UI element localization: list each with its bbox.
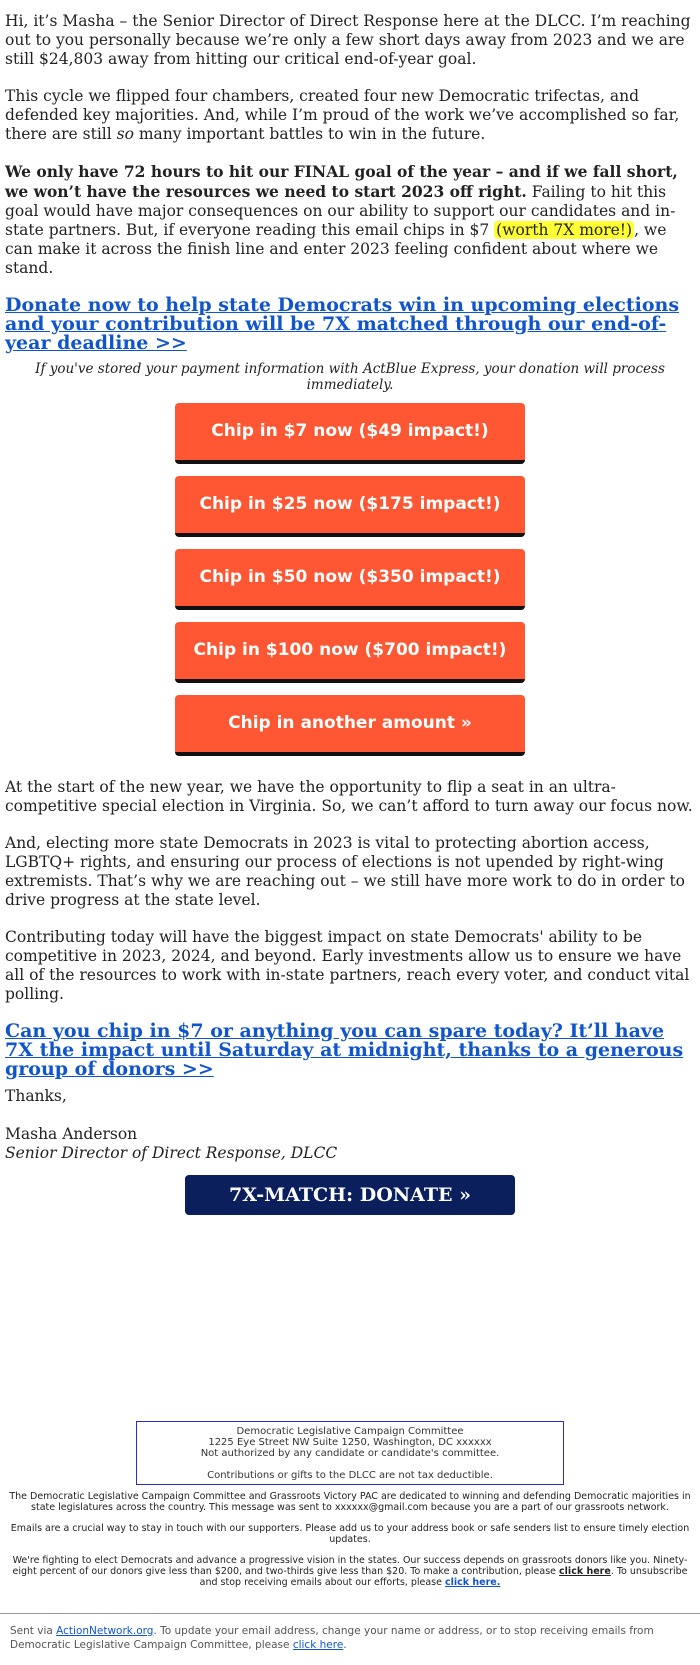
contribute-click-here-link[interactable]: click here <box>559 1566 611 1577</box>
body-paragraph-virginia: At the start of the new year, we have the opportunity to flip a seat in an ultra-competitive special election in Virginia. So, we can’t afford to turn away our focus now. <box>5 778 693 815</box>
tax-notice: Contributions or gifts to the DLCC are not tax deductible. <box>207 1470 493 1481</box>
donate-link-bottom[interactable]: Can you chip in $7 or anything you can spare today? It’ll have 7X the impact until Saturday at midnight, thanks to a generous group of donors >> <box>5 1020 684 1080</box>
actionnetwork-link[interactable]: ActionNetwork.org <box>56 1625 154 1637</box>
chip-in-25-button[interactable]: Chip in $25 now ($175 impact!) <box>175 476 525 537</box>
signature-title: Senior Director of Direct Response, DLCC <box>5 1144 338 1162</box>
chip-in-100-wrap <box>175 622 525 683</box>
sent-via-start: Sent via <box>10 1625 57 1637</box>
intro-paragraph-2-emphasis: so <box>116 125 134 143</box>
email-footer <box>0 1421 700 1652</box>
intro-paragraph-2-start: This cycle we flipped four chambers, created four new Democratic trifectas, and defended key majorities. And, while I’m proud of the work we’ve accomplished so far, there are still <box>5 87 680 143</box>
org-name: Democratic Legislative Campaign Committee <box>236 1426 464 1437</box>
chip-in-other-amount-button[interactable]: Chip in another amount » <box>175 695 525 756</box>
donate-button-wrap <box>185 1175 515 1215</box>
match-donate-button[interactable]: 7X-MATCH: DONATE » <box>185 1175 515 1215</box>
address-box <box>136 1421 564 1485</box>
footer-address-book-text: Emails are a crucial way to stay in touch with our supporters. Please add us to your address book or safe senders list to ensure timely election updates. <box>10 1523 690 1545</box>
body-paragraph-impact: Contributing today will have the biggest impact on state Democrats' ability to be competitive in 2023, 2024, and beyond. Early investments allow us to ensure we have all of the resources to work with in-state partners, reach every voter, and conduct vital polling. <box>5 928 690 1003</box>
chip-in-50-wrap <box>175 549 525 610</box>
chip-in-7-button[interactable]: Chip in $7 now ($49 impact!) <box>175 403 525 464</box>
actblue-express-note: If you've stored your payment information with ActBlue Express, your donation will process immediately. <box>35 361 665 393</box>
intro-paragraph-2 <box>5 87 695 144</box>
intro-paragraph-1: Hi, it’s Masha – the Senior Director of Direct Response here at the DLCC. I’m reaching out to you personally because we’re only a few short days away from 2023 and we are still $24,803 away from hitting our critical end-of-year goal. <box>5 12 691 68</box>
footer-donors-text-middle: . To unsubscribe and stop receiving emails about our efforts, please <box>199 1566 688 1588</box>
deadline-bold-text: We only have 72 hours to hit our FINAL goal of the year – and if we fall short, we won’t have the resources we need to start 2023 off right. <box>5 162 678 201</box>
unsubscribe-click-here-link[interactable]: click here. <box>444 1577 501 1588</box>
chip-in-50-button[interactable]: Chip in $50 now ($350 impact!) <box>175 549 525 610</box>
intro-paragraph-3-end: , we can make it across the finish line and enter 2023 feeling confident about where we stand. <box>5 221 667 277</box>
signature-thanks: Thanks, <box>5 1087 67 1105</box>
donate-link-top[interactable]: Donate now to help state Democrats win in upcoming elections and your contribution will be 7X matched through our end-of-year deadline >> <box>5 294 680 354</box>
footer-donors-text <box>8 1555 692 1588</box>
footer-donors-text-start: We're fighting to elect Democrats and advance a progressive vision in the states. Our success depends on grassroots donors like you. Ninety-eight percent of our donors give less than $200, and two-thirds give less than $20. To make a contribution, please <box>12 1555 688 1577</box>
sent-via-end: . <box>343 1639 347 1651</box>
intro-paragraph-3-middle: Failing to hit this goal would have major consequences on our ability to support our candidates and in-state partners. But, if everyone reading this email chips in $7 <box>5 183 676 239</box>
chip-in-25-wrap <box>175 476 525 537</box>
signature-name: Masha Anderson <box>5 1125 138 1143</box>
highlighted-match-text: (worth 7X more!) <box>496 221 633 239</box>
signature <box>5 1087 695 1163</box>
footer-mission-text: The Democratic Legislative Campaign Committee and Grassroots Victory PAC are dedicated to winning and defending Democratic majorities in state legislatures across the country. This message was sent to xxxxxx@gmail.com because you are a part of our grassroots network. <box>9 1491 691 1513</box>
update-email-click-here-link[interactable]: click here <box>292 1639 344 1651</box>
sent-via-middle: . To update your email address, change your name or address, or to stop receiving emails from Democratic Legislative Campaign Committee, please <box>10 1625 654 1651</box>
chip-in-100-button[interactable]: Chip in $100 now ($700 impact!) <box>175 622 525 683</box>
org-address: 1225 Eye Street NW Suite 1250, Washington, DC xxxxxx <box>208 1437 492 1448</box>
chip-in-other-wrap <box>175 695 525 756</box>
intro-paragraph-3 <box>5 162 695 278</box>
not-authorized-notice: Not authorized by any candidate or candidate's committee. <box>200 1448 500 1459</box>
body-paragraph-rights: And, electing more state Democrats in 2023 is vital to protecting abortion access, LGBTQ+ rights, and ensuring our process of elections is not upended by right-wing extremists. That’s why we are reaching out – we still have more work to do in order to drive progress at the state level. <box>5 834 686 909</box>
chip-in-7-wrap <box>175 403 525 464</box>
sent-via-text <box>0 1614 700 1652</box>
intro-paragraph-2-end: many important battles to win in the future. <box>133 125 486 143</box>
